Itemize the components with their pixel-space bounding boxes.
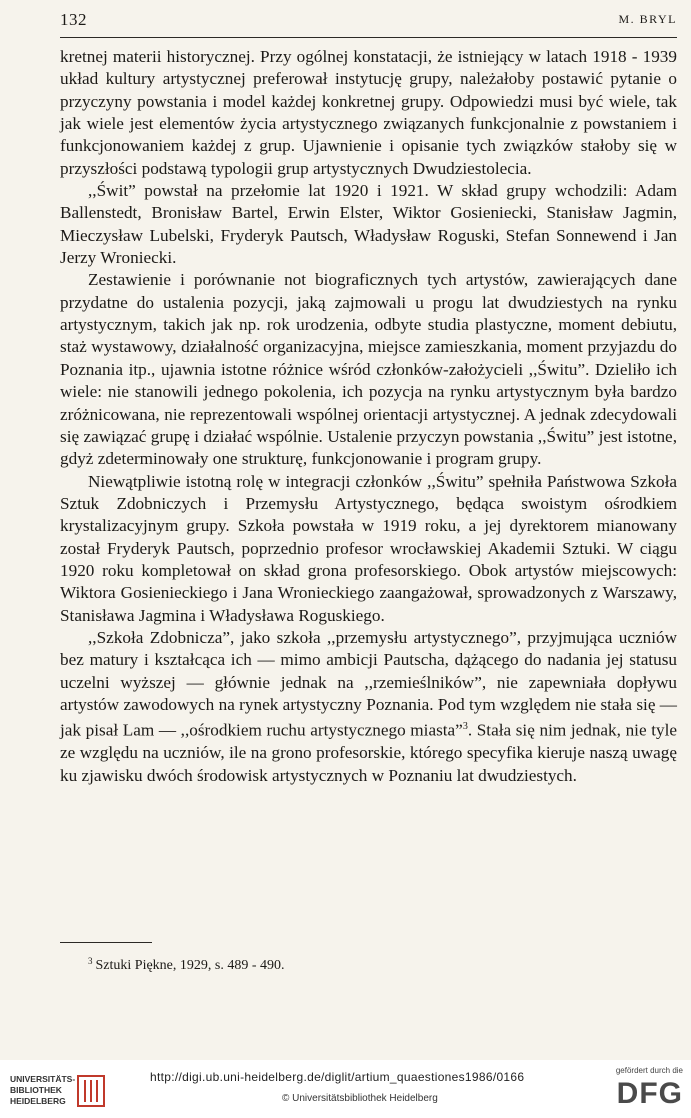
funder-note: gefördert durch die: [615, 1066, 683, 1075]
library-name: [10, 1074, 74, 1107]
paragraph-4: Niewątpliwie istotną rolę w integracji członków ,,Świtu” spełniła Państwowa Szkoła Sztuk Zdobniczych i Przemysłu Artystycznego, będąca swoistym ośrodkiem krystalizacyjnym grupy. Szkoła powstała w 1919 roku, a jej dyrektorem mianowany został Fryderyk Pautsch, poprzednio profesor wrocławskiej Akademii Sztuki. W ciągu 1920 roku kompletował on skład grona profesorskiego. Obok artystów miejscowych: Wiktora Gosienieckiego i Jana Wronieckiego zaangażował, sprowadzonych z Warszawy, Stanisława Jagmina i Władysława Roguskiego.: [60, 471, 677, 625]
library-name-line-2: BIBLIOTHEK: [10, 1085, 62, 1095]
dfg-logo-icon: DFG: [616, 1077, 683, 1110]
footnote-marker: 3: [88, 956, 93, 966]
paragraph-3: Zestawienie i porównanie not biograficznych tych artystów, zawierających dane przydatne do ustalenia pozycji, jaką zajmowali u progu lat dwudziestych na rynku artystycznym, takich jak np. rok urodzenia, odbyte studia plastyczne, moment debiutu, staż wystawowy, działalność organizacyjna, miejsce zamieszkania, moment przyjazdu do Poznania itp., ujawnia istotne różnice wśród członków-założycieli ,,Świtu”. Dzieliło ich wiele: nie stanowili jednego pokolenia, ich pozycja na rynku artystycznym była bardzo zróżnicowana, nie reprezentowali wspólnej orientacji artystycznej. A jednak zdecydowali się zawiązać grupę i działać wspólnie. Ustalenie przyczyn powstania ,,Świtu” jest istotne, gdyż zdeterminowały one strukturę, funkcjonowanie i program grupy.: [60, 270, 677, 469]
library-name-line-1: UNIVERSITÄTS-: [10, 1074, 76, 1084]
paragraph-2: ,,Świt” powstał na przełomie lat 1920 i 1921. W skład grupy wchodzili: Adam Ballenstedt, Bronisław Bartel, Erwin Elster, Wiktor Gosieniecki, Stanisław Jagmin, Mieczysław Lubelski, Fryderyk Pautsch, Władysław Roguski, Stefan Sonnewend i Jan Jerzy Wroniecki.: [60, 181, 677, 268]
paragraph-5-part-1: ,,Szkoła Zdobnicza”, jako szkoła ,,przemysłu artystycznego”, przyjmująca uczniów bez matury i kształcąca ich — mimo ambicji Pautscha, dążącego do nadania jej statusu uczelni wyższej — głównie jednak na ,,rzemieślników”, nie zapewniała dopływu artystów zawodowych na rynek artystyczny Poznania. Pod tym względem nie stała się — jak pisał Lam — ,,ośrodkiem ruchu artystycznego miasta”: [60, 627, 677, 741]
footnote: [88, 956, 285, 974]
header-rule: [60, 37, 677, 38]
library-logo[interactable]: [10, 1074, 145, 1110]
library-emblem-icon: [76, 1074, 106, 1108]
permalink-url[interactable]: http://digi.ub.uni-heidelberg.de/diglit/artium_quaestiones1986/0166: [150, 1070, 525, 1084]
dfg-funding-logo[interactable]: [601, 1066, 683, 1114]
paragraph-5: [60, 627, 677, 787]
viewer-footer: [0, 1060, 691, 1118]
body-text: [60, 46, 677, 787]
paragraph-1: kretnej materii historycznej. Przy ogólnej konstatacji, że istniejący w latach 1918 - 1939 układ kultury artystycznej preferował instytucję grupy, należałoby postawić pytanie o przyczyny powstania i model każdej konkretnej grupy. Odpowiedzi musi być wiele, tak jak wiele jest elementów życia artystycznego związanych funkcjonalnie z powstaniem i funkcjonowaniem każdej z grup. Ujawnienie i opisanie tych związków stałoby się w przyszłości podstawą typologii grup artystycznych Dwudziestolecia.: [60, 47, 677, 178]
footnote-rule: [60, 942, 152, 943]
paragraph-5-part-2: . Stała się nim jednak, nie tyle ze względu na uczniów, ile na grono profesorskie, którego specyfika kieruje naszą uwagę ku zjawisku dwóch środowisk artystycznych w Poznaniu lat dwudziestych.: [60, 721, 677, 785]
page-header: [60, 10, 677, 36]
running-head: M. BRYL: [618, 12, 677, 26]
library-name-line-3: HEIDELBERG: [10, 1096, 66, 1106]
footnote-text: Sztuki Piękne, 1929, s. 489 - 490.: [95, 958, 285, 973]
footnote-reference[interactable]: 3: [462, 721, 468, 733]
page-number: 132: [60, 10, 87, 29]
copyright-notice: © Universitätsbibliothek Heidelberg: [282, 1093, 438, 1104]
